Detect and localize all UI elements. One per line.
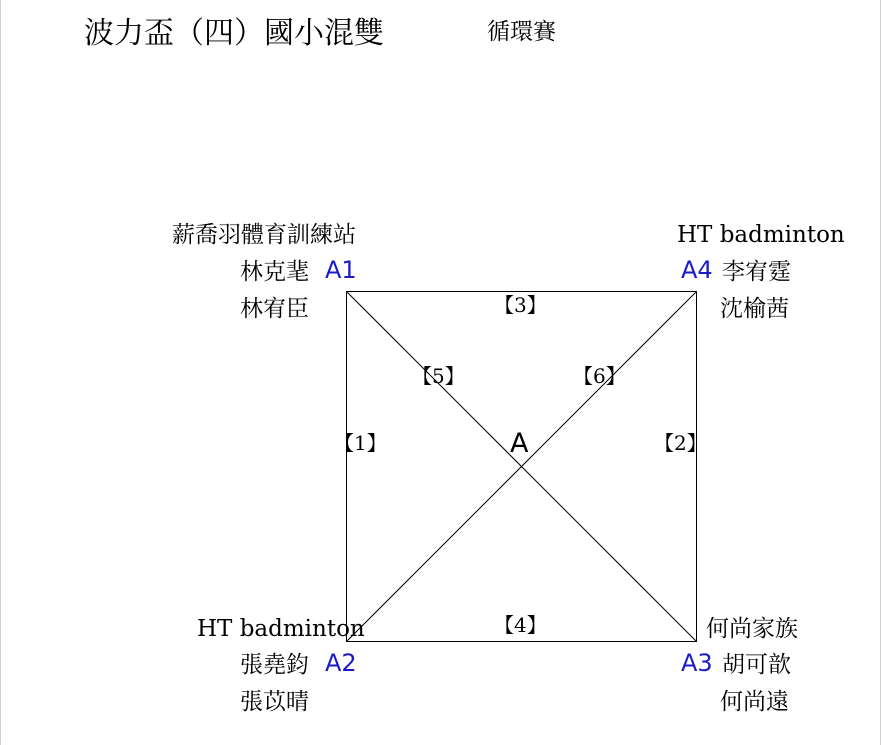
match-label-4: 【4】: [494, 613, 547, 637]
team-a3-player1: 胡可歆: [722, 652, 791, 678]
team-a2-player1: 張堯鈞: [240, 652, 309, 678]
team-a3-club: 何尚家族: [706, 616, 798, 642]
match-label-1: 【1】: [334, 431, 387, 455]
team-a1-seed: A1: [325, 256, 357, 284]
page-title: 波力盃（四）國小混雙: [84, 16, 384, 51]
match-label-6: 【6】: [573, 364, 626, 388]
team-a1-club: 薪喬羽體育訓練站: [172, 222, 356, 248]
match-label-2: 【2】: [654, 431, 707, 455]
team-a1-player2: 林宥臣: [240, 296, 309, 322]
page-subtitle: 循環賽: [487, 19, 556, 45]
team-a4-player2: 沈榆茜: [720, 296, 789, 322]
match-label-3: 【3】: [494, 293, 547, 317]
team-a1-player1: 林克靟: [240, 259, 309, 285]
team-a4-club: HT badminton: [677, 222, 845, 248]
team-a4-player1: 李宥霆: [722, 259, 791, 285]
group-label: A: [510, 428, 529, 459]
team-a3-player2: 何尚遠: [720, 689, 789, 715]
match-label-5: 【5】: [412, 364, 465, 388]
team-a2-club: HT badminton: [197, 616, 365, 642]
team-a2-player2: 張苡晴: [240, 689, 309, 715]
team-a4-seed: A4: [681, 256, 713, 284]
team-a2-seed: A2: [325, 649, 357, 677]
team-a3-seed: A3: [681, 649, 713, 677]
